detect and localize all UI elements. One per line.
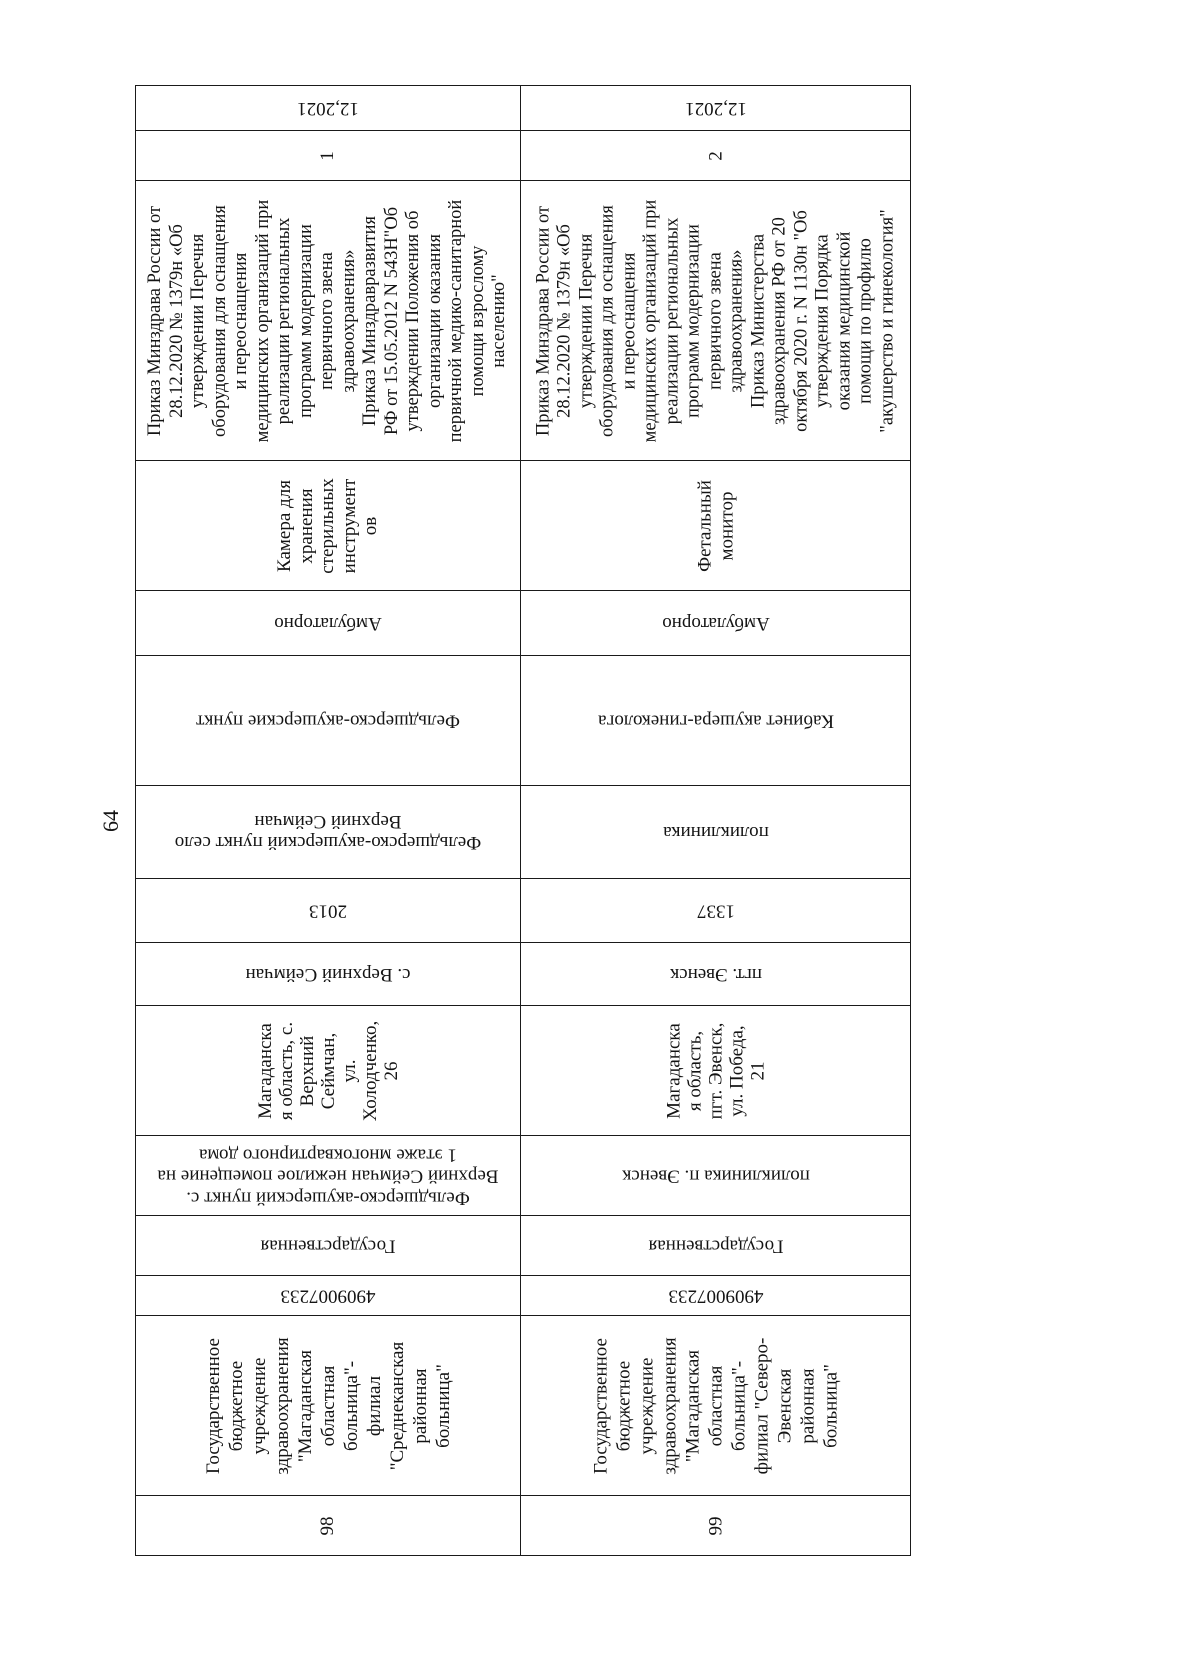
text-line: 2 [704, 150, 726, 161]
text-line: областная [705, 1365, 726, 1446]
text-line: "Среднеканская [386, 1341, 408, 1470]
text-line: населению" [489, 273, 510, 368]
cell-text [136, 786, 520, 878]
text-line: 12,2021 [684, 97, 747, 119]
cell-order [520, 180, 911, 461]
cell-text [521, 786, 910, 878]
text-line: 4909007233 [668, 1285, 763, 1307]
cell-text [136, 461, 520, 590]
cell-date [520, 85, 911, 131]
text-line: больница"- [340, 1360, 362, 1451]
text-line: здравоохранения» [726, 249, 747, 392]
text-line: 1337 [696, 900, 735, 922]
text-line: 26 [380, 1061, 402, 1080]
cell-text [136, 1136, 520, 1215]
cell-text [521, 181, 910, 460]
cell-text [521, 943, 910, 1005]
cell-equipment [520, 460, 911, 591]
cell-inn [135, 1275, 521, 1316]
text-line: организации оказания [424, 233, 445, 408]
cell-year [135, 878, 521, 943]
text-line: 28.12.2020 № 1379н «Об [166, 223, 187, 418]
text-line: медицинских организаций при [640, 199, 661, 442]
text-line: помощи взрослому [467, 245, 488, 396]
cell-care-condition [135, 590, 521, 656]
cell-address [135, 1005, 521, 1136]
text-line: утверждения Порядка [812, 233, 833, 408]
text-line: Верхний Сеймчан нежилое помещение на [157, 1165, 499, 1187]
text-line: монитор [715, 491, 737, 560]
text-line: 64 [98, 810, 124, 832]
cell-text [521, 656, 910, 785]
text-line: 21 [747, 1061, 768, 1080]
cell-text [136, 591, 520, 655]
text-line: реализации региональных [661, 217, 682, 424]
text-line: 28.12.2020 № 1379н «Об [554, 223, 575, 418]
cell-ownership [520, 1215, 911, 1276]
text-line: помощи по профилю [855, 237, 876, 404]
text-line: областная [317, 1365, 339, 1446]
cell-text [136, 656, 520, 785]
text-line: утверждении Положения об [403, 210, 424, 431]
text-line: оказания медицинской [833, 231, 854, 410]
text-line: ул. Победа, [726, 1024, 747, 1117]
cell-ownership [135, 1215, 521, 1276]
cell-inn [520, 1275, 911, 1316]
cell-settlement [135, 942, 521, 1006]
text-line: здравоохранения [271, 1336, 293, 1475]
cell-date [135, 85, 521, 131]
cell-institution [135, 1315, 521, 1496]
text-line: здравоохранения» [338, 249, 359, 392]
text-line: больница"- [728, 1360, 749, 1451]
text-line: Фельдшерско-акушерский пункт с. [186, 1186, 470, 1208]
text-line: Холодченко, [359, 1020, 381, 1121]
text-line: Магаданска [663, 1022, 684, 1119]
text-line: я область, с. [275, 1021, 297, 1120]
text-line: Сеймчан, [317, 1032, 339, 1109]
cell-text [521, 591, 910, 655]
text-line: Приказ Министерства [747, 233, 768, 408]
text-line: Верхний [296, 1035, 318, 1106]
cell-text [521, 1496, 910, 1555]
cell-unit-type [520, 655, 911, 786]
cell-text [521, 86, 910, 130]
cell-text [136, 131, 520, 180]
text-line: учреждение [248, 1357, 270, 1454]
text-line: Амбулаторно [274, 612, 382, 634]
text-line: Фетальный [694, 479, 715, 572]
text-line: первичного звена [704, 251, 725, 390]
text-line: реализации региональных [274, 217, 295, 424]
text-line: утверждении Перечня [188, 233, 209, 408]
cell-quantity [520, 130, 911, 181]
text-line: октября 2020 г. N 1130н "Об [790, 209, 811, 432]
text-line: учреждение [636, 1357, 657, 1454]
text-line: "Магаданская [682, 1349, 703, 1462]
text-line: пгт. Эвенск [669, 963, 762, 985]
cell-text [136, 1006, 520, 1135]
text-line: филиал "Северо- [751, 1337, 772, 1474]
text-line: ул. [338, 1059, 360, 1082]
text-line: программ модернизации [295, 223, 316, 418]
text-line: Фельдшерско-акушерский пункт село [174, 832, 482, 854]
text-line: Камера для [274, 479, 296, 572]
cell-text [521, 879, 910, 942]
cell-address [520, 1005, 911, 1136]
cell-unit [520, 785, 911, 879]
cell-unit [135, 785, 521, 879]
text-line: бюджетное [613, 1360, 634, 1451]
text-line: поликлиника [662, 821, 769, 843]
text-line: здравоохранения [659, 1336, 680, 1475]
cell-quantity [135, 130, 521, 181]
text-line: больница" [820, 1363, 841, 1448]
text-line: Магаданска [254, 1022, 276, 1119]
text-line: и переоснащения [231, 252, 252, 389]
text-line: хранения [295, 487, 317, 564]
cell-text [136, 86, 520, 130]
cell-text [136, 1276, 520, 1315]
text-line: 4909007233 [280, 1285, 376, 1307]
cell-text [136, 879, 520, 942]
cell-text [136, 943, 520, 1005]
cell-equipment [135, 460, 521, 591]
text-line: поликлиника п. Эвенск [621, 1165, 810, 1187]
cell-order [135, 180, 521, 461]
cell-building [520, 1135, 911, 1216]
cell-text [521, 1316, 910, 1495]
text-line: 12,2021 [297, 97, 359, 119]
text-line: оборудования для оснащения [597, 204, 618, 437]
cell-text [521, 1136, 910, 1215]
page-number-text [94, 804, 128, 838]
cell-building [135, 1135, 521, 1216]
text-line: и переоснащения [618, 252, 639, 389]
cell-year [520, 878, 911, 943]
cell-text [136, 181, 520, 460]
text-line: больница" [432, 1363, 454, 1448]
cell-text [136, 1216, 520, 1275]
text-line: РФ от 15.05.2012 N 543Н"Об [381, 206, 402, 435]
cell-unit-type [135, 655, 521, 786]
text-line: я область, [684, 1030, 705, 1111]
cell-settlement [520, 942, 911, 1006]
text-line: инструмент [338, 478, 360, 573]
text-line: Государственное [202, 1337, 224, 1474]
text-line: оборудования для оснащения [209, 204, 230, 437]
text-line: 98 [317, 1516, 339, 1535]
text-line: Амбулаторно [661, 612, 770, 634]
text-line: Приказ Минздрава России от [145, 205, 166, 436]
text-line: Государственная [260, 1235, 396, 1257]
text-line: утверждении Перечня [575, 233, 596, 408]
cell-text [521, 131, 910, 180]
text-line: бюджетное [225, 1360, 247, 1451]
cell-institution [520, 1315, 911, 1496]
cell-row-number [135, 1495, 521, 1556]
cell-text [521, 1006, 910, 1135]
text-line: первичной медико-санитарной [446, 199, 467, 442]
text-line: 1 этаже многоквартирного дома [199, 1143, 457, 1165]
text-line: Кабинет акушера-гинеколога [597, 710, 834, 732]
text-line: Верхний Сеймчан [254, 811, 402, 832]
cell-text [136, 1496, 520, 1555]
text-line: Фельдшерско-акушерские пункт [196, 710, 460, 732]
text-line: "акушерство и гинекология" [876, 208, 897, 433]
text-line: здравоохранения РФ от 20 [769, 216, 790, 425]
text-line: первичного звена [317, 251, 338, 390]
text-line: "Магаданская [294, 1349, 316, 1462]
page-number [94, 804, 128, 838]
text-line: филиал [363, 1375, 385, 1436]
text-line: медицинских организаций при [252, 199, 273, 442]
text-line: пгт. Эвенск, [705, 1022, 726, 1119]
cell-text [521, 461, 910, 590]
text-line: Приказ Минздравразвития [360, 215, 381, 426]
text-line: программ модернизации [683, 223, 704, 418]
text-line: Эвенская [774, 1368, 795, 1443]
text-line: с. Верхний Сеймчан [245, 963, 411, 985]
text-line: районная [797, 1367, 818, 1444]
cell-text [521, 1216, 910, 1275]
text-line: ов [360, 516, 382, 535]
text-line: 99 [704, 1516, 726, 1535]
cell-row-number [520, 1495, 911, 1556]
cell-care-condition [520, 590, 911, 656]
text-line: районная [409, 1367, 431, 1444]
cell-text [521, 1276, 910, 1315]
text-line: 1 [317, 150, 339, 161]
text-line: Государственное [590, 1337, 611, 1474]
cell-text [136, 1316, 520, 1495]
text-line: Государственная [648, 1235, 783, 1257]
text-line: Приказ Минздрава России от [532, 205, 553, 436]
text-line: 2013 [309, 900, 347, 922]
text-line: стерильных [317, 477, 339, 574]
